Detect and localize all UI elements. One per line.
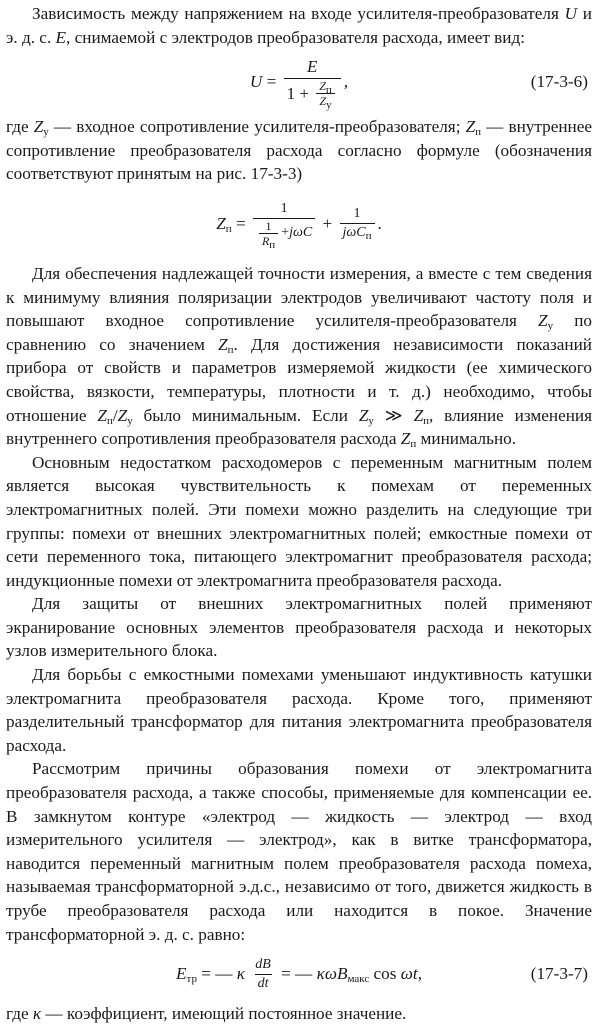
paragraph-2: где $Z_y$ — входное сопротивление усилителя-преобразователя; $Z_п$ — внутреннее сопротивление преобразователя расхода согласно формуле (обозначения соответствуют принятым на рис. 17-3-3): [6, 117, 592, 184]
paragraph-5: Для защиты от внешних электромагнитных полей применяют экранирование основных элементов преобразователя расхода и некоторых узлов измерительного блока.: [6, 594, 592, 661]
equation-17-3-7: $E_{тр}$ = — κ $\frac{dB}{dt}$ = — κωB$_{макс}$ cos ωt, (17-3-7): [176, 956, 588, 991]
paragraph-1: Зависимость между напряжением на входе усилителя-преобразователя U и э. д. с. E, снимаемой с электродов преобразователя расхода, имеет вид:: [6, 4, 592, 47]
equation-number: (17-3-6): [530, 72, 588, 92]
equation-17-3-6: U = E 1 + $\frac{Z_п}{Z_y}$ , (17-3-6): [249, 57, 588, 112]
equation-number: (17-3-7): [530, 964, 588, 984]
paragraph-4: Основным недостатком расходомеров с переменным магнитным полем является высокая чувствительность к помехам от переменных электромагнитных полей. Эти помехи можно разделить на следующие три группы: помехи от внешних электромагнитных полей; емкостные помехи от сети переменного тока, питающего электромагнит преобразователя расхода; индукционные помехи от электромагнита преобразователя расхода.: [6, 452, 592, 590]
paragraph-3: Для обеспечения надлежащей точности измерения, а вместе с тем сведения к минимуму влияния поляризации электродов увеличивают частоту поля и повышают входное сопротивление усилителя-преобразователя $Z_y$ по сравнению со значением $Z_п$. Для достижения независимости показаний прибора от свойств и параметров измеряемой жидкости (ее химического свойства, вязкости, температуры, плотности и т. д.) необходимо, чтобы отношение $Z_п/Z_y$ было минимальным. Если $Z_y$ ≫ $Z_п$, влияние изменения внутреннего сопротивления преобразователя расхода $Z_п$ минимально.: [6, 263, 592, 451]
paragraph-7: Рассмотрим причины образования помехи от электромагнита преобразователя расхода, а также способы, применяемые для компенсации ее. В замкнутом контуре «электрод — жидкость — электрод — вход измерительного усилителя — электрод», как в витке трансформатора, наводится переменный магнитным полем преобразователя расхода помеха, называемая трансформаторной э.д.с., независимо от того, движется жидкость в трубе преобразователя расхода или находится в покое. Значение трансформаторной э. д. с. равно:: [6, 759, 592, 944]
paragraph-6: Для борьбы с емкостными помехами уменьшают индуктивность катушки электромагнита преобразователя расхода. Кроме того, применяют разделительный трансформатор для питания электромагнита преобразователя расхода.: [6, 665, 592, 755]
equation-impedance: $Z_п$ = 1 $\frac{1}{R_п}$ + jωC + $\frac{1}{j\omega C_п}$ .: [216, 200, 382, 251]
paragraph-8: где κ — коэффициент, имеющий постоянное значение.: [6, 1004, 407, 1024]
